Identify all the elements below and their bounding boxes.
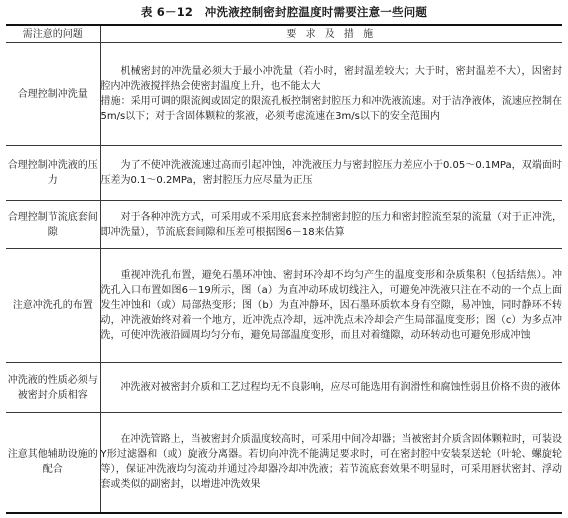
requirement-cell (100, 413, 562, 513)
requirement-paragraph: 机械密封的冲洗量必须大于最小冲洗量（若小时，密封温差较大；大于时，密封温差不大），因密封腔内冲洗液搅拌热会使密封温度上升，也不能太大 (100, 66, 562, 92)
issue-cell: 注意其他辅助设施的配合 (6, 413, 100, 513)
requirement-paragraph: 冲洗液对被密封介质和工艺过程均无不良影响，应尽可能选用有润滑性和腐蚀性弱且价格不贵的液体 (120, 382, 561, 393)
issue-cell: 合理控制节流底套间隙 (6, 201, 100, 249)
requirement-paragraph: 在冲洗管路上，当被密封介质温度较高时，可采用中间冷却器；当被密封介质含固体颗粒时，可装设Y形过滤器和（或）旋液分离器。若切向冲洗不能满足要求时，可在密封腔中安装泵送轮（叶轮、螺旋轮等），保证冲洗液均匀流动并通过冷却器冷却冲洗液；若节流底套效果不明显时，可采用唇状密封、浮动套或类似的副密封，以增进冲洗效果 (100, 434, 562, 491)
requirement-cell (100, 146, 562, 201)
requirement-paragraph: 措施：采用可调的限流阀或固定的限流孔板控制密封腔压力和冲洗液流速。对于洁净液体，流速应控制在5m/s以下；对于含固体颗粒的浆液，必须考虑流速在3m/s以下的安全范围内 (100, 96, 562, 122)
requirement-cell (100, 43, 562, 146)
header-issue: 需注意的问题 (6, 25, 100, 43)
table-row (6, 413, 562, 513)
requirement-cell (100, 249, 562, 363)
table-row (6, 146, 562, 201)
header-requirements: 要 求 及 措 施 (100, 25, 562, 43)
table-caption: 表 6－12 冲洗液控制密封腔温度时需要注意一些问题 (140, 5, 428, 19)
table-row (6, 249, 562, 363)
requirement-paragraph: 为了不使冲洗液流速过高而引起冲蚀，冲洗液压力与密封腔压力差应小于0.05～0.1MPa，双端面时压差为0.1～0.2MPa，密封腔压力应尽量为正压 (100, 160, 562, 186)
precautions-table (6, 24, 562, 514)
requirement-paragraph: 对于各种冲洗方式，可采用或不采用底套来控制密封腔的压力和密封腔流至泵的流量（对于正冲洗，即冲洗量），节流底套间隙和压差可根据图6－18来估算 (100, 211, 562, 238)
requirement-cell (100, 201, 562, 249)
requirement-cell (100, 363, 562, 413)
table-row (6, 201, 562, 249)
table-row (6, 363, 562, 413)
issue-cell: 注意冲洗孔的布置 (6, 249, 100, 363)
table-row (6, 43, 562, 146)
issue-cell: 合理控制冲洗液的压力 (6, 146, 100, 201)
issue-cell: 合理控制冲洗量 (6, 43, 100, 146)
table-header-row (6, 25, 562, 43)
requirement-paragraph: 重视冲洗孔布置，避免石墨环冲蚀、密封环冷却不均匀产生的温度变形和杂质集积（包括结焦）。冲洗孔入口布置如图6－19所示，图（a）为直冲动环成切线注入，可避免冲洗液只注在不动的一个点上面发生冲蚀和（或）局部热变形；图（b）为直冲静环，因石墨环质软本身有空隙，易冲蚀，同时静环不转动，冲洗液始终对着一个地方，近冲洗点冷却，远冲洗点未冷却会产生局部温度变形；图（c）为多点冲洗，可使冲洗液沿圆周均匀分布，避免局部温度变形，而且对着缝隙，动环转动也可避免形成冲蚀 (100, 270, 562, 341)
issue-cell: 冲洗液的性质必须与被密封介质相容 (6, 363, 100, 413)
